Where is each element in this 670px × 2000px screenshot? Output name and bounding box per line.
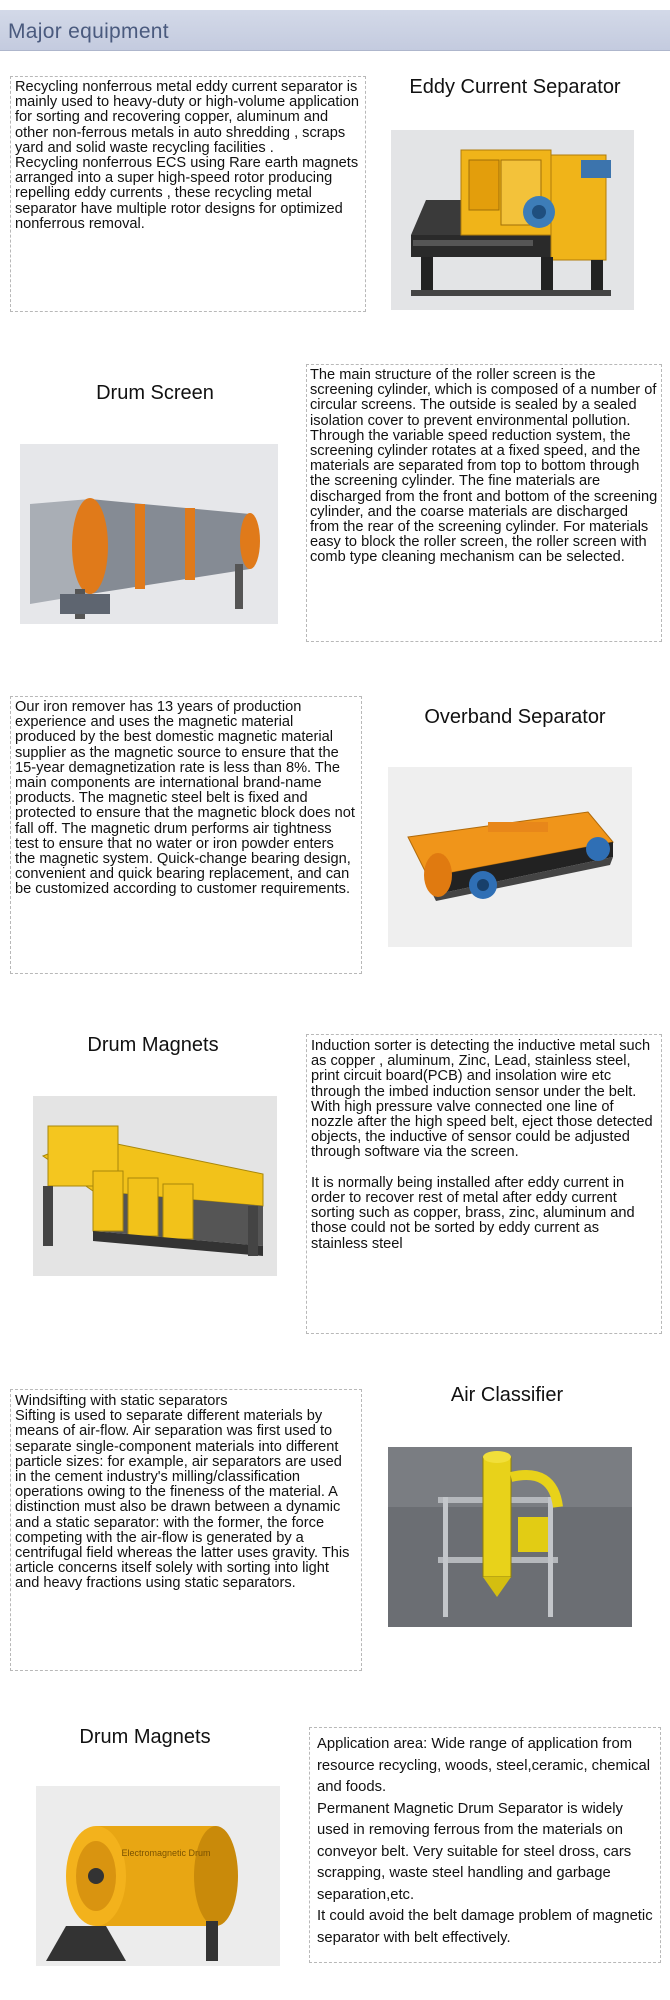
drum-magnets-title-2: Drum Magnets xyxy=(79,1726,211,1748)
air-classifier-title: Air Classifier xyxy=(450,1384,564,1406)
drum-image-label: Electromagnetic Drum xyxy=(121,1848,211,1858)
eddy-current-separator-image xyxy=(391,130,634,310)
drum-screen-description-box xyxy=(306,364,662,642)
overband-description: Our iron remover has 13 years of production experience and uses the magnetic material produced by the best domestic magnetic material supplier as the magnetic source to ensure that the 15-year demagnetization rate is less than 8%. The main components are international brand-name products. The magnetic steel belt is fixed and protected to ensure that the magnetic block does not fall off. The magnetic drum performs air tightness test to ensure that no water or iron powder enters the magnetic system. Quick-change bearing design, convenient and quick bearing replacement, and can be customized according to customer requirements. xyxy=(15,699,355,898)
drum-screen-description: The main structure of the roller screen is the screening cylinder, which is composed of a number of circular screens. The outside is sealed by a sealed isolation cover to prevent environmental pollution. Through the variable speed reduction system, the screening cylinder rotates at a fixed speed, and the materials are separated from top to bottom through the screening cylinder. The fine materials are discharged from the front and bottom of the screening cylinder, and the coarse materials are discharged from the rear of the screening cylinder. For materials easy to block the roller screen, the roller screen with comb type cleaning mechanism can be selected. xyxy=(310,367,658,566)
section-header xyxy=(0,10,670,51)
overband-description-box xyxy=(10,696,362,974)
air-classifier-description-box xyxy=(10,1389,362,1671)
air-classifier-description: Windsifting with static separators Sifting is used to separate different materials by means of air-flow. Air separation was first used to separate single-component materials into different particle sizes: for example, air separators are used in the cement industry's milling/classification operations owing to the fineness of the material. A distinction must also be drawn between a dynamic and a static separator: with the former, the force competing with the air-flow is generated by a centrifugal field whereas the latter uses gravity. This article concerns itself solely with sorting into light and heavy fractions using static separators. xyxy=(15,1393,350,1592)
magnetic-drum-description: Application area: Wide range of application from resource recycling, woods, steel,ceramic, chemical and foods. Permanent Magnetic Drum Separator is widely used in removing ferrous from the materials on conveyor belt. Very suitable for steel dross, cars scrapping, waste steel handling and garbage separation,etc. It could avoid the belt damage problem of magnetic separator with belt effectively. xyxy=(317,1736,653,1946)
induction-sorter-description-box xyxy=(306,1034,662,1334)
page-title: Major equipment xyxy=(8,20,169,43)
eddy-current-title: Eddy Current Separator xyxy=(409,76,621,98)
drum-screen-image xyxy=(20,444,278,624)
drum-magnets-title-1: Drum Magnets xyxy=(87,1034,219,1056)
overband-title: Overband Separator xyxy=(424,706,606,728)
magnetic-drum-image xyxy=(36,1786,280,1966)
magnetic-drum-description-box xyxy=(309,1727,661,1963)
eddy-current-description: Recycling nonferrous metal eddy current separator is mainly used to heavy-duty or high-volume application for sorting and recovering copper, aluminum and other non-ferrous metals in auto shredding , scraps yard and solid waste recycling facilities . Recycling nonferrous ECS using Rare earth magnets arranged into a super high-speed rotor producing repelling eddy currents , these recycling metal separator have multiple rotor designs for optimized nonferrous removal. xyxy=(15,79,359,232)
drum-screen-title: Drum Screen xyxy=(96,382,214,404)
induction-sorter-description: Induction sorter is detecting the inductive metal such as copper , aluminum, Zinc, Lead, stainless steel, print circuit board(PCB) and insolation wire etc through the imbed induction sensor under the belt. With high pressure valve connected one line of nozzle after the high speed belt, eject those detected objects, the inductive of sensor could be adjusted through software via the screen. It is normally being installed after eddy current in order to recover rest of metal after eddy current sorting such as copper, brass, zinc, aluminum and those could not be sorted by eddy current as stainless steel xyxy=(311,1038,653,1252)
eddy-current-description-box xyxy=(10,76,366,312)
overband-separator-image xyxy=(388,767,632,947)
induction-sorter-image xyxy=(33,1096,277,1276)
air-classifier-image xyxy=(388,1447,632,1627)
